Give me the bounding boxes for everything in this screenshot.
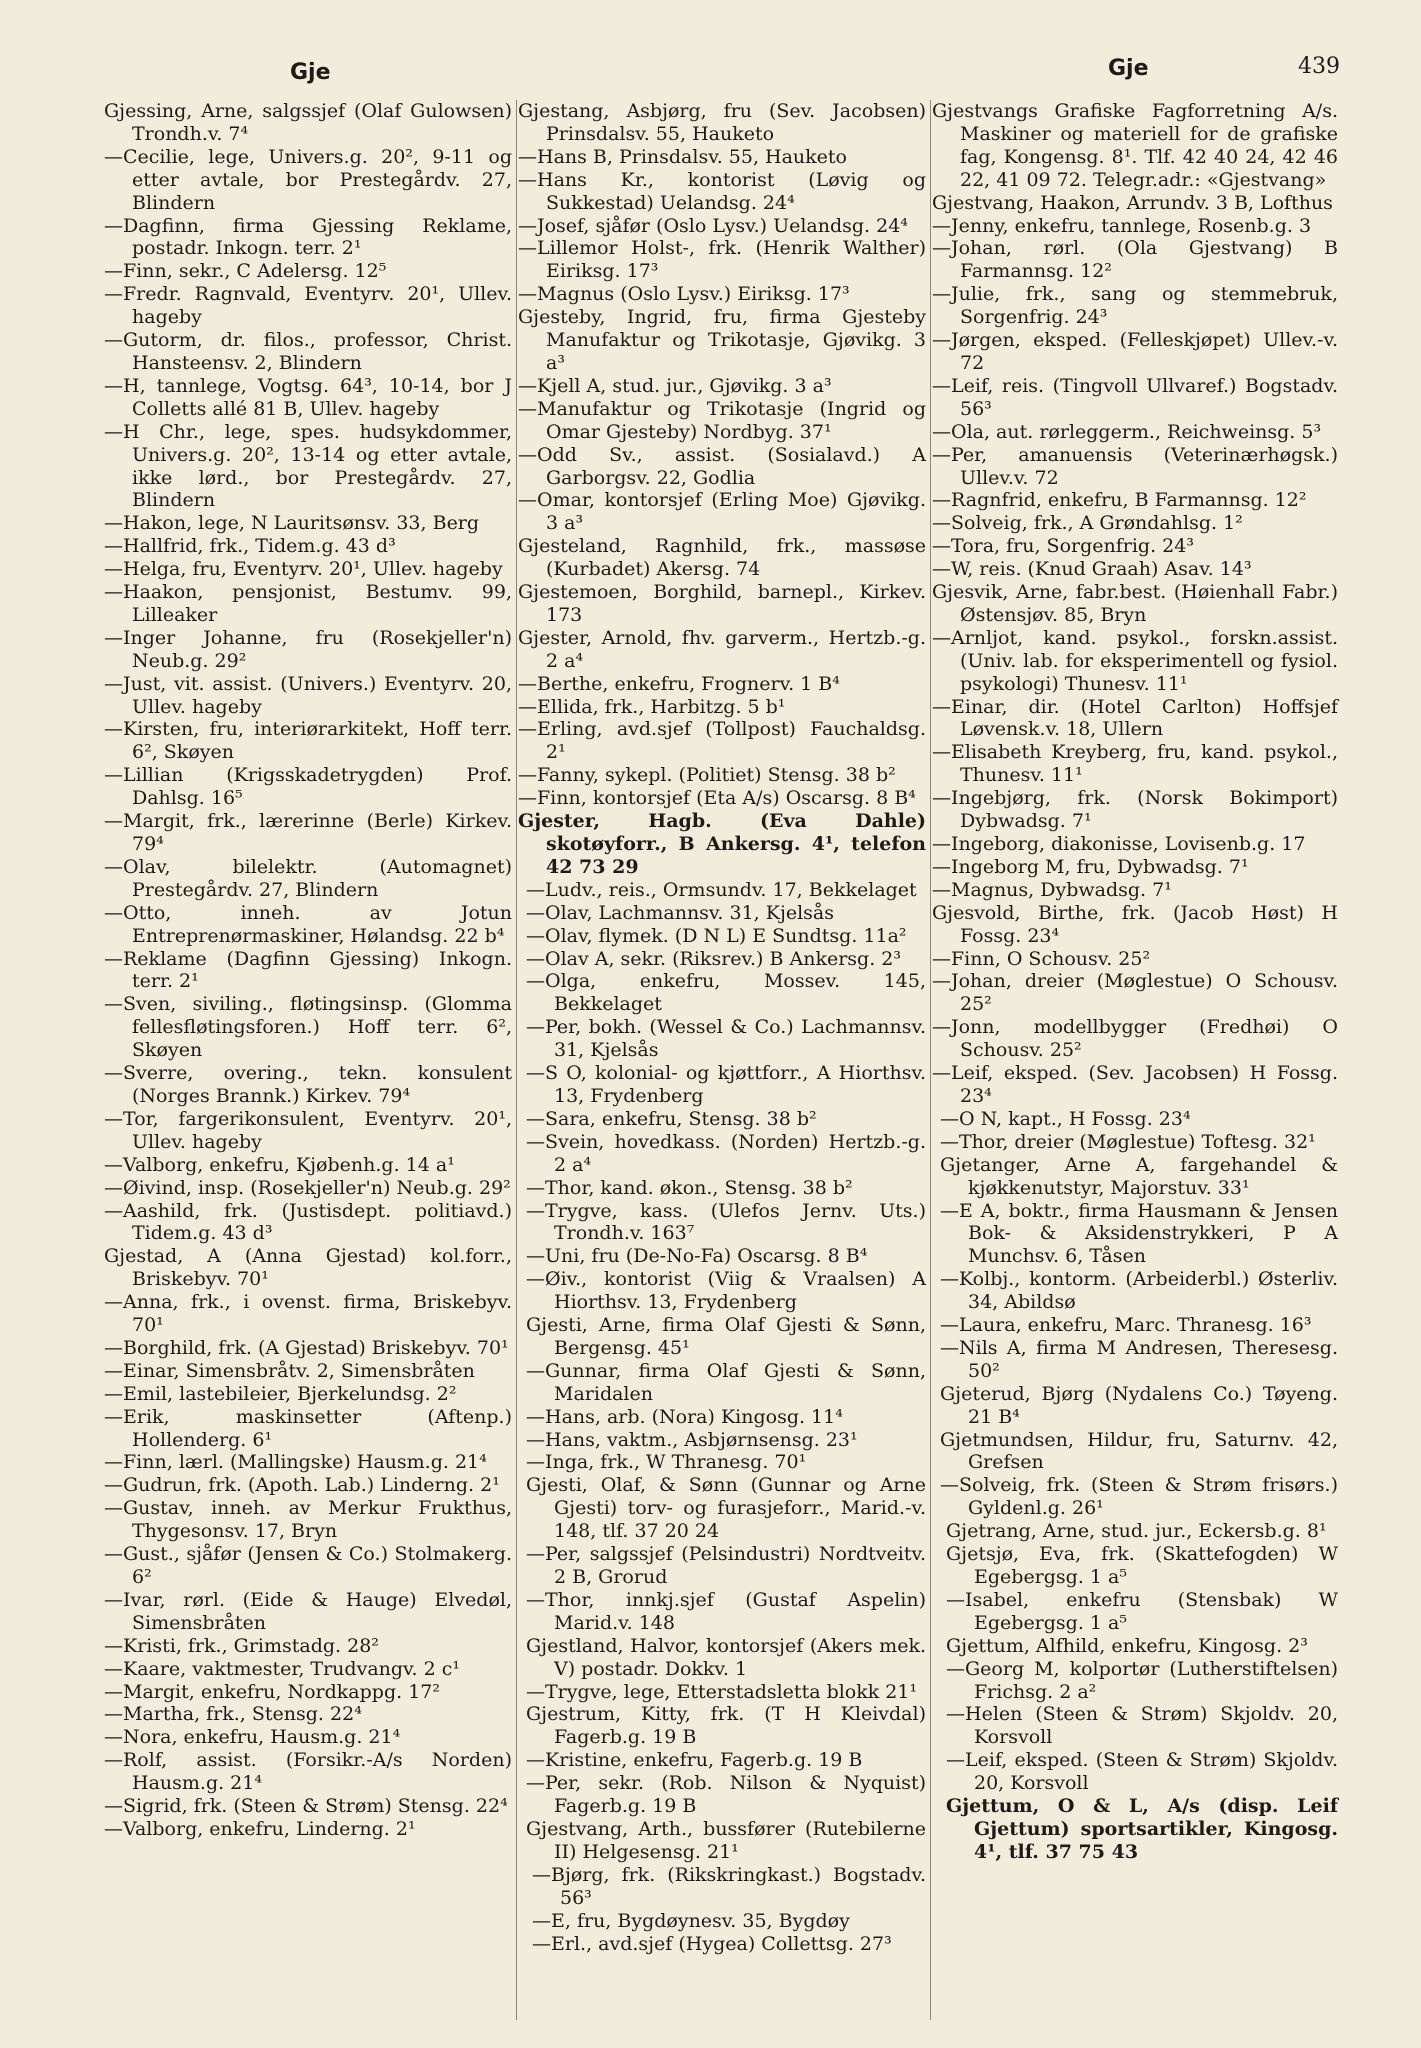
directory-entry: —S O, kolonial- og kjøttforr., A Hiorthsv. 13, Frydenberg xyxy=(526,1062,926,1107)
directory-entry: —Jenny, enkefru, tannlege, Rosenb.g. 3 xyxy=(932,214,1312,237)
directory-entry: —Ola, aut. rørleggerm., Reichweinsg. 5³ xyxy=(932,420,1322,443)
directory-entry: Gjesteland, Ragnhild, frk., massøse (Kurbadet) Akersg. 74 xyxy=(518,535,926,581)
directory-entry: —Gunnar, firma Olaf Gjesti & Sønn, Maridalen xyxy=(526,1359,926,1405)
directory-entry: Gjetmundsen, Hildur, fru, Saturnv. 42, Grefsen xyxy=(940,1428,1338,1474)
directory-entry: —Sigrid, frk. (Steen & Strøm) Stensg. 22⁴ xyxy=(104,1795,508,1818)
directory-entry: —Erl., avd.sjef (Hygea) Collettsg. 27³ xyxy=(532,1932,892,1955)
directory-entry: —Leif, reis. (Tingvoll Ullvaref.) Bogstadv. 56³ xyxy=(932,374,1338,420)
page-header xyxy=(0,50,1421,90)
directory-entry: —Kirsten, fru, interiørarkitekt, Hoff terr. 6², Skøyen xyxy=(104,718,512,764)
directory-entry: —Kristine, enkefru, Fagerb.g. 19 B xyxy=(526,1749,863,1772)
directory-entry: —Rolf, assist. (Forsikr.-A/s Norden) Hausm.g. 21⁴ xyxy=(104,1749,512,1795)
directory-entry: —Uni, fru (De-No-Fa) Oscarsg. 8 B⁴ xyxy=(526,1245,868,1268)
directory-entry: —Einar, Simensbråtv. 2, Simensbråten xyxy=(104,1359,475,1382)
header-right-guide-word: Gje xyxy=(1108,56,1149,81)
directory-entry: —Per, amanuensis (Veterinærhøgsk.) Ullev.v. 72 xyxy=(932,443,1338,489)
directory-entry: Gjestrum, Kitty, frk. (T H Kleivdal) Fagerb.g. 19 B xyxy=(526,1703,926,1749)
directory-entry: —Hans B, Prinsdalsv. 55, Hauketo xyxy=(518,145,847,168)
directory-entry: —Ludv., reis., Ormsundv. 17, Bekkelaget xyxy=(526,878,917,901)
directory-entry: —Otto, inneh. av Jotun Entreprenørmaskiner, Hølandsg. 22 b⁴ xyxy=(104,901,512,947)
directory-entry: —Magnus, Dybwadsg. 7¹ xyxy=(932,878,1172,901)
directory-entry: —Cecilie, lege, Univers.g. 20², 9-11 og etter avtale, bor Prestegårdv. 27, Blindern xyxy=(104,145,512,214)
directory-entry: —Gudrun, frk. (Apoth. Lab.) Linderng. 2¹ xyxy=(104,1474,500,1497)
directory-entry: —Helen (Steen & Strøm) Skjoldv. 20, Korsvoll xyxy=(946,1703,1338,1749)
directory-entry: Gjettum, Alfhild, enkefru, Kingosg. 2³ xyxy=(946,1634,1308,1657)
directory-entry: —Solveig, frk., A Grøndahlsg. 1² xyxy=(932,512,1243,535)
directory-entry: —E, fru, Bygdøynesv. 35, Bygdøy xyxy=(532,1909,850,1932)
directory-entry: Gjettum, O & L, A/s (disp. Leif Gjettum) sportsartikler, Kingosg. 4¹, tlf. 37 75 43 xyxy=(946,1795,1338,1863)
directory-entry: —Elisabeth Kreyberg, fru, kand. psykol., Thunesv. 11¹ xyxy=(932,741,1338,787)
directory-entry: —Ellida, frk., Harbitzg. 5 b¹ xyxy=(518,695,786,718)
directory-entry: —Reklame (Dagfinn Gjessing) Inkogn. terr. 2¹ xyxy=(104,947,512,993)
directory-entry: —H Chr., lege, spes. hudsykdommer, Univers.g. 20², 13-14 og etter avtale, ikke lørd., bor Prestegårdv. 27, Blindern xyxy=(104,420,512,512)
directory-entry: —Hallfrid, frk., Tidem.g. 43 d³ xyxy=(104,535,396,558)
directory-entry: Gjesteby, Ingrid, fru, firma Gjesteby Manufaktur og Trikotasje, Gjøvikg. 3 a³ xyxy=(518,306,926,374)
directory-entry: —Thor, kand. økon., Stensg. 38 b² xyxy=(526,1176,853,1199)
directory-entry: —Finn, O Schousv. 25² xyxy=(932,947,1151,970)
directory-entry: —Nils A, firma M Andresen, Theresesg. 50² xyxy=(940,1336,1338,1382)
directory-entry: —Ingeborg, diakonisse, Lovisenb.g. 17 xyxy=(932,833,1306,855)
directory-entry: —W, reis. (Knud Graah) Asav. 14³ xyxy=(932,558,1252,581)
directory-entry: —Inga, frk., W Thranesg. 70¹ xyxy=(526,1451,807,1474)
directory-entry: —Olav, Lachmannsv. 31, Kjelsås xyxy=(526,901,834,924)
column-3 xyxy=(932,100,1338,1864)
directory-entry: —Per, bokh. (Wessel & Co.) Lachmannsv. 31, Kjelsås xyxy=(526,1016,926,1062)
directory-entry: —Thor, innkj.sjef (Gustaf Aspelin) Marid.v. 148 xyxy=(526,1588,926,1634)
directory-entry: —Arnljot, kand. psykol., forskn.assist. (Univ. lab. for eksperimentell og fysiol. psykologi) Thunesv. 11¹ xyxy=(932,626,1338,695)
directory-entry: —Odd Sv., assist. (Sosialavd.) A Garborgsv. 22, Godlia xyxy=(518,443,926,489)
directory-entry: Gjesvik, Arne, fabr.best. (Høienhall Fabr.) Østensjøv. 85, Bryn xyxy=(932,581,1338,626)
directory-entry: —Kaare, vaktmester, Trudvangv. 2 c¹ xyxy=(104,1657,460,1680)
directory-entry: —Lillian (Krigsskadetrygden) Prof. Dahlsg. 16⁵ xyxy=(104,764,512,810)
directory-entry: —Kristi, frk., Grimstadg. 28² xyxy=(104,1634,379,1657)
directory-entry: —Nora, enkefru, Hausm.g. 21⁴ xyxy=(104,1726,401,1749)
directory-entry: —Emil, lastebileier, Bjerkelundsg. 2² xyxy=(104,1382,457,1405)
directory-entry: —Hans, vaktm., Asbjørnsensg. 23¹ xyxy=(526,1428,858,1451)
directory-entry: —Hans, arb. (Nora) Kingosg. 11⁴ xyxy=(526,1405,843,1428)
directory-entry: —Berthe, enkefru, Frognerv. 1 B⁴ xyxy=(518,672,840,695)
directory-entry: —Sverre, overing., tekn. konsulent (Norges Brannk.) Kirkev. 79⁴ xyxy=(104,1062,512,1107)
page-number: 439 xyxy=(1298,54,1340,79)
directory-entry: —Josef, sjåfør (Oslo Lysv.) Uelandsg. 24⁴ xyxy=(518,214,908,237)
directory-entry: —Finn, kontorsjef (Eta A/s) Oscarsg. 8 B⁴ xyxy=(518,787,916,810)
directory-entry: —O N, kapt., H Fossg. 23⁴ xyxy=(940,1107,1191,1130)
directory-entry: —Øiv., kontorist (Viig & Vraalsen) A Hiorthsv. 13, Frydenberg xyxy=(526,1268,926,1314)
directory-entry: —Laura, enkefru, Marc. Thranesg. 16³ xyxy=(940,1314,1312,1337)
directory-entry: —Johan, rørl. (Ola Gjestvang) B Farmannsg. 12² xyxy=(932,237,1338,283)
directory-entry: Gjestad, A (Anna Gjestad) kol.forr., Briskebyv. 70¹ xyxy=(104,1245,512,1291)
directory-entry: —Gustav, inneh. av Merkur Frukthus, Thygesonsv. 17, Bryn xyxy=(104,1497,512,1543)
directory-entry: —E A, boktr., firma Hausmann & Jensen Bok- & Aksidenstrykkeri, P A Munchsv. 6, Tåsen xyxy=(940,1199,1338,1268)
directory-entry: Gjessing, Arne, salgssjef (Olaf Gulowsen) Trondh.v. 7⁴ xyxy=(104,100,512,145)
header-left-guide-word: Gje xyxy=(290,60,331,85)
directory-entry: Gjestvangs Grafiske Fagforretning A/s. Maskiner og materiell for de grafiske fag, Kongensg. 8¹. Tlf. 42 40 24, 42 46 22, 41 09 72. Telegr.adr.: «Gjestvang» xyxy=(932,100,1338,191)
directory-entry: —Øivind, insp. (Rosekjeller'n) Neub.g. 29² xyxy=(104,1176,511,1199)
directory-entry: Gjeterud, Bjørg (Nydalens Co.) Tøyeng. 21 B⁴ xyxy=(940,1382,1338,1428)
directory-entry: —Margit, enkefru, Nordkappg. 17² xyxy=(104,1680,440,1703)
directory-entry: —Olav, flymek. (D N L) E Sundtsg. 11a² xyxy=(526,924,907,947)
directory-entry: —Johan, dreier (Møglestue) O Schousv. 25² xyxy=(932,970,1338,1016)
directory-entry: —Thor, dreier (Møglestue) Toftesg. 32¹ xyxy=(940,1130,1316,1153)
column-1 xyxy=(104,100,512,1841)
directory-entry: —Tora, fru, Sorgenfrig. 24³ xyxy=(932,535,1194,558)
directory-entry: —Svein, hovedkass. (Norden) Hertzb.-g. 2 a⁴ xyxy=(526,1130,926,1176)
directory-entry: —Gutorm, dr. filos., professor, Christ. Hansteensv. 2, Blindern xyxy=(104,329,512,374)
directory-entry: —Jørgen, eksped. (Felleskjøpet) Ullev.-v. 72 xyxy=(932,329,1338,374)
directory-entry: Gjestvang, Arth., bussfører (Rutebilerne II) Helgesensg. 21¹ xyxy=(526,1817,926,1863)
directory-entry: —Isabel, enkefru (Stensbak) W Egebergsg. 1 a⁵ xyxy=(946,1588,1338,1634)
directory-entry: —Manufaktur og Trikotasje (Ingrid og Omar Gjesteby) Nordbyg. 37¹ xyxy=(518,397,926,443)
directory-entry: Gjesti, Olaf, & Sønn (Gunnar og Arne Gjesti) torv- og furasjeforr., Marid.-v. 148, tlf. 37 20 24 xyxy=(526,1474,926,1543)
directory-entry: —Bjørg, frk. (Rikskringkast.) Bogstadv. 56³ xyxy=(532,1863,926,1909)
directory-entry: —Einar, dir. (Hotel Carlton) Hoffsjef Løvensk.v. 18, Ullern xyxy=(932,695,1338,741)
directory-entry: —Ingebjørg, frk. (Norsk Bokimport) Dybwadsg. 7¹ xyxy=(932,787,1338,833)
directory-entry: —Hakon, lege, N Lauritsønsv. 33, Berg xyxy=(104,512,480,535)
directory-entry: —Martha, frk., Stensg. 22⁴ xyxy=(104,1703,362,1726)
directory-entry: —Lillemor Holst-, frk. (Henrik Walther) Eiriksg. 17³ xyxy=(518,237,926,283)
directory-entry: —Just, vit. assist. (Univers.) Eventyrv. 20, Ullev. hageby xyxy=(104,672,512,718)
directory-entry: Gjester, Arnold, fhv. garverm., Hertzb.-g. 2 a⁴ xyxy=(518,626,926,672)
directory-entry: —Kjell A, stud. jur., Gjøvikg. 3 a³ xyxy=(518,374,832,397)
directory-entry: —Per, salgssjef (Pelsindustri) Nordtveitv. 2 B, Grorud xyxy=(526,1543,926,1588)
column-2 xyxy=(518,100,926,1955)
directory-entry: Gjester, Hagb. (Eva Dahle) skotøyforr., B Ankersg. 4¹, telefon 42 73 29 xyxy=(518,810,926,878)
directory-entry: —Fanny, sykepl. (Politiet) Stensg. 38 b² xyxy=(518,764,896,787)
column-divider-2 xyxy=(930,100,931,2020)
directory-entry: —Hans Kr., kontorist (Løvig og Sukkestad) Uelandsg. 24⁴ xyxy=(518,168,926,214)
directory-entry: —Kolbj., kontorm. (Arbeiderbl.) Østerliv. 34, Abildsø xyxy=(940,1268,1338,1314)
directory-entry: —H, tannlege, Vogtsg. 64³, 10-14, bor J Colletts allé 81 B, Ullev. hageby xyxy=(104,374,512,420)
directory-entry: —Helga, fru, Eventyrv. 20¹, Ullev. hageby xyxy=(104,558,503,581)
directory-entry: —Leif, eksped. (Steen & Strøm) Skjoldv. 20, Korsvoll xyxy=(946,1749,1338,1795)
directory-entry: —Margit, frk., lærerinne (Berle) Kirkev. 79⁴ xyxy=(104,810,512,855)
directory-entry: —Tor, fargerikonsulent, Eventyrv. 20¹, Ullev. hageby xyxy=(104,1107,512,1153)
directory-entry: Gjetanger, Arne A, fargehandel & kjøkkenutstyr, Majorstuv. 33¹ xyxy=(940,1153,1338,1199)
directory-entry: —Georg M, kolportør (Lutherstiftelsen) Frichsg. 2 a² xyxy=(946,1657,1338,1703)
directory-entry: —Anna, frk., i ovenst. firma, Briskebyv. 70¹ xyxy=(104,1291,512,1337)
directory-entry: —Aashild, frk. (Justisdept. politiavd.) Tidem.g. 43 d³ xyxy=(104,1199,512,1245)
directory-entry: —Dagfinn, firma Gjessing Reklame, postadr. Inkogn. terr. 2¹ xyxy=(104,214,512,260)
directory-entry: Gjetsjø, Eva, frk. (Skattefogden) W Egebergsg. 1 a⁵ xyxy=(946,1543,1338,1588)
directory-entry: —Erling, avd.sjef (Tollpost) Fauchaldsg. 2¹ xyxy=(518,718,926,764)
directory-entry: —Solveig, frk. (Steen & Strøm frisørs.) Gyldenl.g. 26¹ xyxy=(940,1474,1338,1520)
directory-entry: —Trygve, kass. (Ulefos Jernv. Uts.) Trondh.v. 163⁷ xyxy=(526,1199,926,1245)
directory-entry: —Erik, maskinsetter (Aftenp.) Hollenderg. 6¹ xyxy=(104,1405,512,1451)
directory-entry: —Gust., sjåfør (Jensen & Co.) Stolmakerg. 6² xyxy=(104,1543,512,1588)
directory-entry: —Borghild, frk. (A Gjestad) Briskebyv. 70¹ xyxy=(104,1336,509,1359)
directory-entry: —Finn, lærl. (Mallingske) Hausm.g. 21⁴ xyxy=(104,1451,487,1474)
directory-entry: —Olga, enkefru, Mossev. 145, Bekkelaget xyxy=(526,970,926,1016)
directory-entry: —Finn, sekr., C Adelersg. 12⁵ xyxy=(104,260,387,283)
directory-entry: —Julie, frk., sang og stemmebruk, Sorgenfrig. 24³ xyxy=(932,283,1338,329)
directory-entry: Gjesvold, Birthe, frk. (Jacob Høst) H Fossg. 23⁴ xyxy=(932,901,1338,947)
directory-entry: —Trygve, lege, Etterstadsletta blokk 21¹ xyxy=(526,1680,918,1703)
directory-entry: —Fredr. Ragnvald, Eventyrv. 20¹, Ullev. hageby xyxy=(104,283,512,329)
directory-entry: —Ragnfrid, enkefru, B Farmannsg. 12² xyxy=(932,489,1307,512)
directory-entry: —Sven, siviling., fløtingsinsp. (Glomma fellesfløtingsforen.) Hoff terr. 6², Skøyen xyxy=(104,993,512,1062)
directory-entry: —Jonn, modellbygger (Fredhøi) O Schousv. 25² xyxy=(932,1016,1338,1062)
directory-entry: Gjestvang, Haakon, Arrundv. 3 B, Lofthus xyxy=(932,191,1333,214)
directory-entry: —Leif, eksped. (Sev. Jacobsen) H Fossg. 23⁴ xyxy=(932,1062,1338,1107)
directory-entry: —Haakon, pensjonist, Bestumv. 99, Lilleaker xyxy=(104,581,512,626)
directory-entry: —Olav, bilelektr. (Automagnet) Prestegårdv. 27, Blindern xyxy=(104,855,512,901)
directory-entry: Gjesti, Arne, firma Olaf Gjesti & Sønn, Bergensg. 45¹ xyxy=(526,1314,926,1359)
directory-entry: —Olav A, sekr. (Riksrev.) B Ankersg. 2³ xyxy=(526,947,901,970)
directory-entry: —Valborg, enkefru, Kjøbenh.g. 14 a¹ xyxy=(104,1153,455,1176)
directory-entry: Gjestang, Asbjørg, fru (Sev. Jacobsen) Prinsdalsv. 55, Hauketo xyxy=(518,100,926,145)
directory-entry: —Ingeborg M, fru, Dybwadsg. 7¹ xyxy=(932,855,1249,878)
directory-entry: —Omar, kontorsjef (Erling Moe) Gjøvikg. 3 a³ xyxy=(518,489,926,535)
directory-entry: Gjetrang, Arne, stud. jur., Eckersb.g. 8¹ xyxy=(946,1520,1327,1543)
directory-entry: Gjestemoen, Borghild, barnepl., Kirkev. 173 xyxy=(518,581,926,626)
directory-entry: —Ivar, rørl. (Eide & Hauge) Elvedøl, Simensbråten xyxy=(104,1588,512,1634)
directory-entry: —Sara, enkefru, Stensg. 38 b² xyxy=(526,1107,817,1130)
directory-entry: —Per, sekr. (Rob. Nilson & Nyquist) Fagerb.g. 19 B xyxy=(526,1772,926,1818)
column-divider-1 xyxy=(516,100,517,2020)
directory-entry: —Inger Johanne, fru (Rosekjeller'n) Neub.g. 29² xyxy=(104,626,512,672)
directory-entry: Gjestland, Halvor, kontorsjef (Akers mek. V) postadr. Dokkv. 1 xyxy=(526,1634,926,1680)
directory-entry: —Magnus (Oslo Lysv.) Eiriksg. 17³ xyxy=(518,283,850,306)
directory-entry: —Valborg, enkefru, Linderng. 2¹ xyxy=(104,1817,416,1840)
